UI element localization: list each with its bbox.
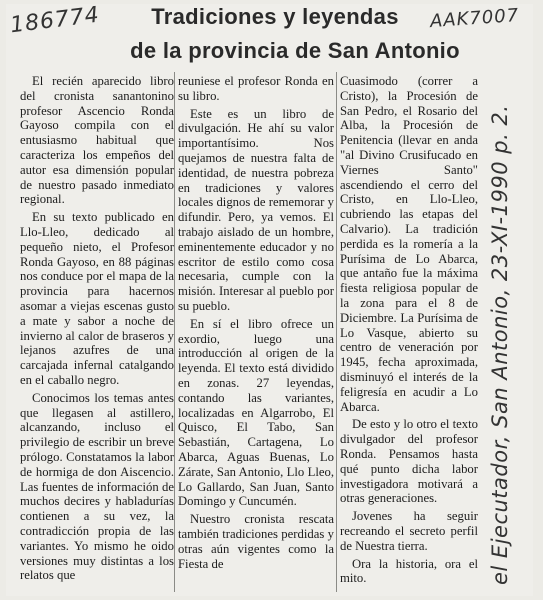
- paragraph: Cuasimodo (correr a Cristo), la Procesión de San Pedro, el Rosario del Alba, la Procesión de Penitencia (llevar en anda "al Divino Crusifucado en Viernes Santo" ascendiendo el cerro del Cristo, en Llo-Lleo, cubriendo las etapas del Calvario). La tradición perdida es la romería a la Purísima de Lo Abarca, que antaño fue la máxima fiesta religiosa popular de la zona para el 8 de Diciembre. La Purísima de Lo Vasque, abierto su centro de veneración por 1945, fecha aproximada, disminuyó el interés de la feligresía en acudir a Lo Abarca.: [340, 74, 478, 414]
- column-rule: [336, 72, 337, 592]
- article-column-3: [340, 74, 478, 589]
- handwritten-number: 186774: [8, 2, 102, 39]
- paragraph: Este es un libro de divulgación. He ahí su valor importantísimo. Nos quejamos de nuestra falta de identidad, de nuestra pobreza en tradiciones y valores locales dignos de rememorar y difundir. Pero, ya vemos. El trabajo aislado de un hombre, eminentemente educador y no escritor de estilo como cosa necesaria, cumple con la misión. Interesar al pueblo por su pueblo.: [178, 106, 334, 313]
- paragraph: Conocimos los temas antes que llegasen al astillero, alcanzando, incluso el privilegio de escribir un breve prólogo. Constatamos la labor de hormiga de don Aiscencio. Las fuentes de información de muchos decires y habladurías contienen a su vez, la contradicción propia de las variantes. Yo mismo he oido versiones muy distintas a los relatos que: [20, 390, 174, 583]
- paragraph: Nuestro cronista rescata también tradiciones perdidas y otras aún vigentes como la Fiesta de: [178, 512, 334, 571]
- paragraph: En su texto publicado en Llo-Lleo, dedicado al pequeño nieto, el Profesor Ronda Gayoso, en 88 páginas nos conduce por el mapa de la provincia para hacernos asomar a viejas escenas gusto a mate y sabor a noche de invierno al calor de braseros y lejanos azufres de una carcajada infernal catalgando en el caballo negro.: [20, 210, 174, 387]
- paragraph: Ora la historia, ora el mito.: [340, 556, 478, 586]
- handwritten-code: AAK7007: [429, 4, 520, 33]
- paragraph: El recién aparecido libro del cronista sanantonino profesor Ascencio Ronda Gayoso compila con el entusiasmo habitual que caracteriza los empeños del autor esa dimensión popular de nuestro pasado inmediato regional.: [20, 74, 174, 207]
- column-rule: [174, 72, 175, 592]
- paragraph: reuniese el profesor Ronda en su libro.: [178, 74, 334, 103]
- paragraph: De esto y lo otro el texto divulgador del profesor Ronda. Pensamos hasta qué punto dicha labor investigadora motivará a otras generaciones.: [340, 417, 478, 506]
- handwritten-margin-note: el Ejecutador, San Antonio, 23-XI-1990 p. 2.: [488, 104, 512, 585]
- headline-line-1: Tradiciones y leyendas: [151, 4, 399, 29]
- article-column-2: [178, 74, 334, 574]
- paragraph: Jovenes ha seguir recreando el secreto perfil de Nuestra tierra.: [340, 509, 478, 553]
- article-column-1: [20, 74, 174, 586]
- headline-line-2: de la provincia de San Antonio: [130, 38, 460, 63]
- paragraph: En sí el libro ofrece un exordio, luego una introducción al origen de la leyenda. El texto está dividido en zonas. 27 leyendas, contando las variantes, localizadas en Algarrobo, El Quisco, El Tabo, San Sebastián, Cartagena, Lo Abarca, Aguas Buenas, Lo Zárate, San Antonio, Llo Lleo, Lo Gallardo, San Juan, Santo Domingo y Cuncumén.: [178, 316, 334, 509]
